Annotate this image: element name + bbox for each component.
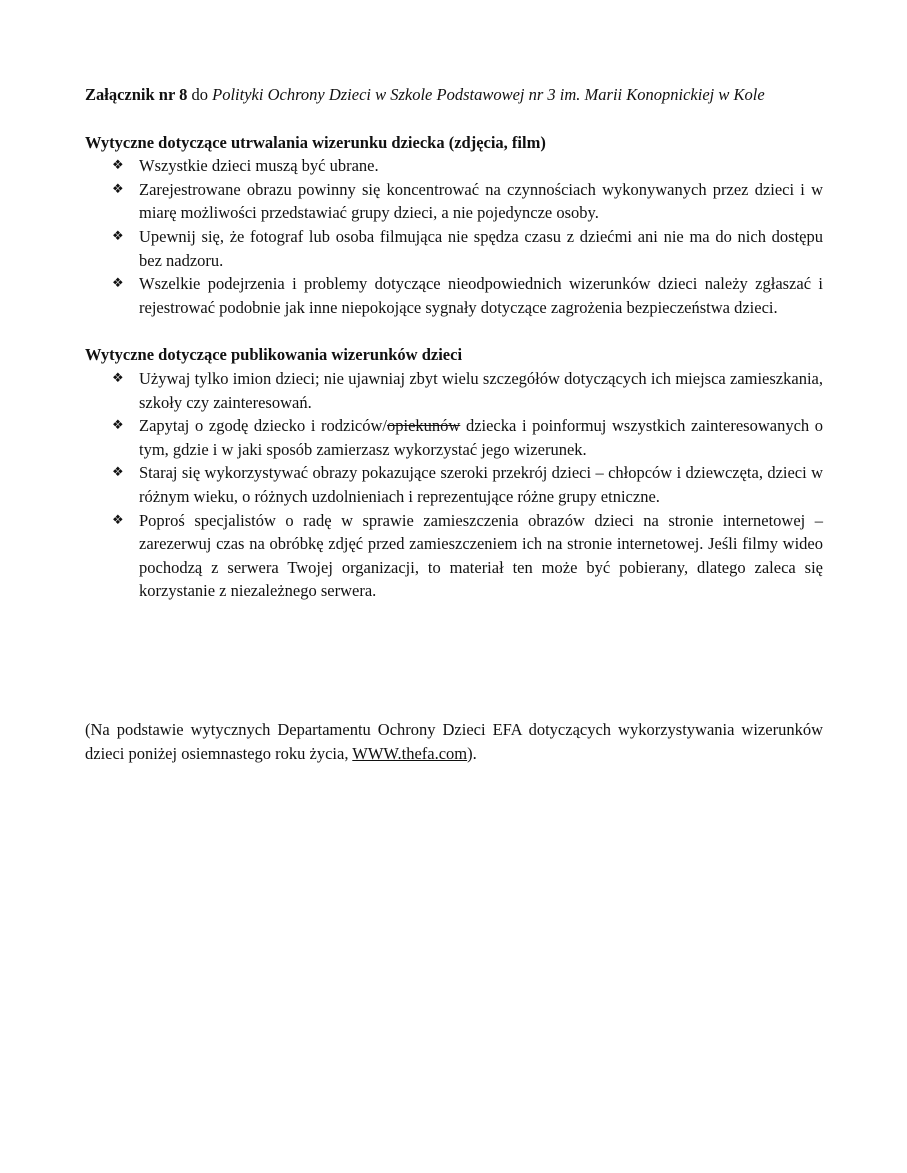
thefa-link[interactable]: WWW.thefa.com xyxy=(352,743,468,763)
four-diamond-bullet-icon: ❖ xyxy=(112,418,124,434)
bullet-list xyxy=(85,154,823,319)
list-item-text: Używaj tylko imion dzieci; nie ujawniaj zbyt wielu szczegółów dotyczących ich miejsca zamieszkania, szkoły czy zainteresowań. xyxy=(139,368,823,412)
consent-text-end: dziecka i poinformuj wszystkich zainteresowanych o tym, gdzie i w jaki sposób zamierzasz wykorzystać jego wizerunek. xyxy=(139,416,824,459)
list-item-text xyxy=(139,416,823,459)
section-image-recording xyxy=(85,131,823,320)
list-item xyxy=(85,367,823,414)
four-diamond-bullet-icon: ❖ xyxy=(112,181,124,197)
attachment-header xyxy=(85,83,823,107)
list-item xyxy=(85,154,823,178)
section-image-publishing xyxy=(85,343,823,603)
list-item-text: Poproś specjalistów o radę w sprawie zamieszczenia obrazów dzieci na stronie internetowej – zarezerwuj czas na obróbkę zdjęć przed zamieszczeniem ich na stronie internetowej. Jeśli filmy wideo pochodzą z serwera Twojej organizacji, to materiał ten może być pobierany, dlatego zaleca się korzystanie z niezależnego serwera. xyxy=(139,510,823,601)
footnote-suffix: ). xyxy=(467,743,477,763)
four-diamond-bullet-icon: ❖ xyxy=(112,228,124,244)
four-diamond-bullet-icon: ❖ xyxy=(112,465,124,481)
consent-text-start: Zapytaj o zgodę dziecko i rodziców/ xyxy=(139,416,387,436)
attachment-label: Załącznik nr 8 xyxy=(85,85,188,104)
bullet-list xyxy=(85,367,823,603)
section-title: Wytyczne dotyczące utrwalania wizerunku dziecka (zdjęcia, film) xyxy=(85,132,546,152)
list-item xyxy=(85,225,823,272)
list-item xyxy=(85,461,823,508)
four-diamond-bullet-icon: ❖ xyxy=(112,276,124,292)
list-item xyxy=(85,272,823,319)
header-connector: do xyxy=(187,85,213,104)
struck-word: opiekunów xyxy=(387,416,461,436)
four-diamond-bullet-icon: ❖ xyxy=(112,512,124,528)
list-item xyxy=(85,178,823,225)
list-item-text: Wszystkie dzieci muszą być ubrane. xyxy=(139,156,379,176)
policy-title: Polityki Ochrony Dzieci w Szkole Podstawowej nr 3 im. Marii Konopnickiej w Kole xyxy=(212,85,765,104)
list-item-text: Wszelkie podejrzenia i problemy dotyczące nieodpowiednich wizerunków dzieci należy zgłaszać i rejestrować podobnie jak inne niepokojące sygnały dotyczące zagrożenia bezpieczeństwa dzieci. xyxy=(139,274,823,317)
four-diamond-bullet-icon: ❖ xyxy=(112,158,124,174)
list-item-text: Upewnij się, że fotograf lub osoba filmująca nie spędza czasu z dziećmi ani nie ma do nich dostępu bez nadzoru. xyxy=(139,226,823,270)
list-item-text: Staraj się wykorzystywać obrazy pokazujące szeroki przekrój dzieci – chłopców i dziewczęta, dzieci w różnym wieku, o różnych uzdolnieniach i reprezentujące różne grupy etniczne. xyxy=(139,463,823,506)
four-diamond-bullet-icon: ❖ xyxy=(112,370,124,386)
document-page xyxy=(85,83,823,603)
source-footnote xyxy=(85,718,823,765)
section-title: Wytyczne dotyczące publikowania wizerunków dzieci xyxy=(85,345,463,365)
list-item-text: Zarejestrowane obrazu powinny się koncentrować na czynnościach wykonywanych przez dzieci i w miarę możliwości przedstawiać grupy dzieci, a nie pojedyncze osoby. xyxy=(139,179,823,223)
list-item xyxy=(85,414,823,461)
list-item xyxy=(85,509,823,603)
footnote-text: (Na podstawie wytycznych Departamentu Ochrony Dzieci EFA dotyczących wykorzystywania wizerunków dzieci poniżej osiemnastego roku życia, xyxy=(85,720,823,763)
